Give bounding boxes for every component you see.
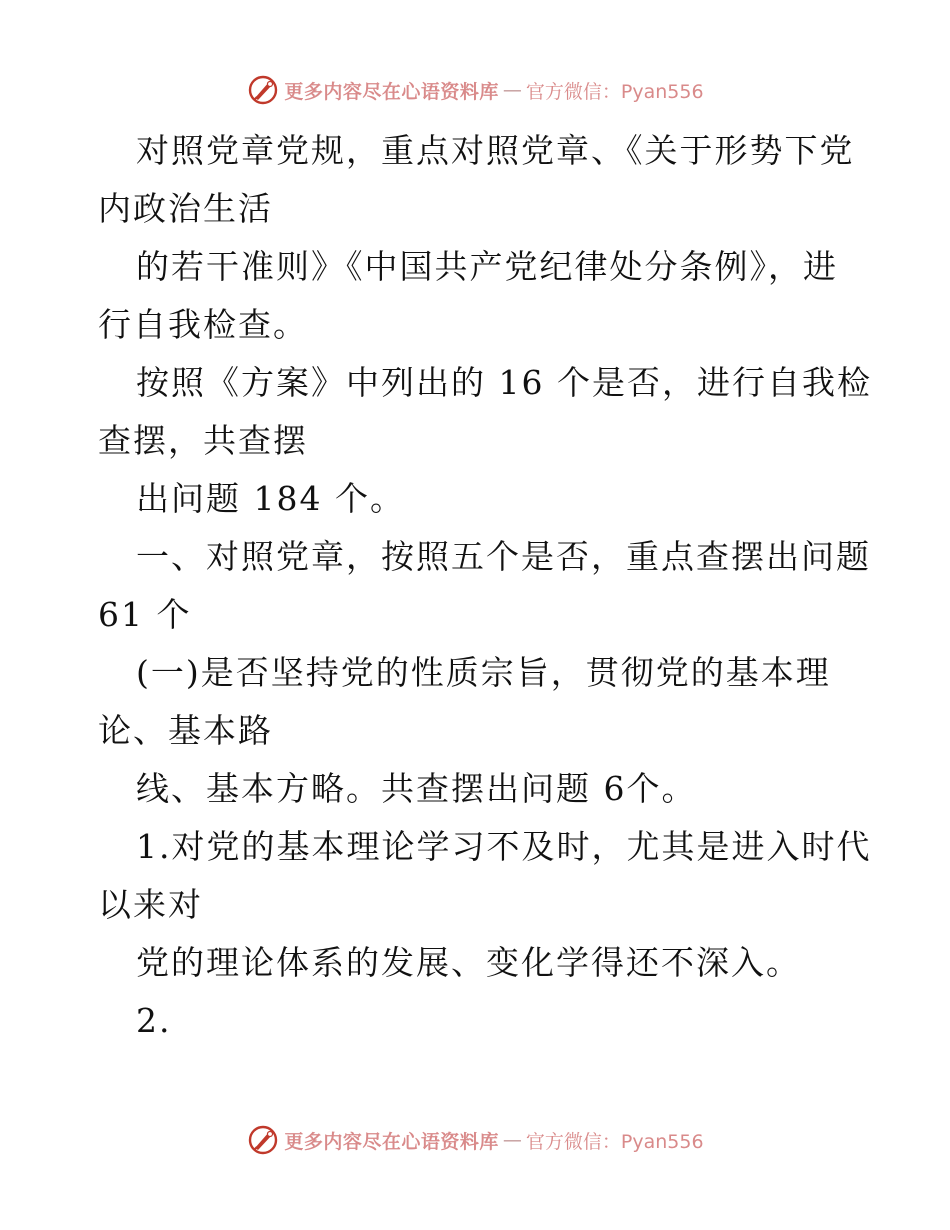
text-line: 行自我检查。	[98, 305, 308, 344]
text-line: 的若干准则》《中国共产党纪律处分条例》，进	[136, 247, 838, 286]
header-watermark	[0, 72, 950, 108]
text-line: 对照党章党规，重点对照党章、《关于形势下党	[136, 131, 855, 170]
watermark-dash: —	[502, 79, 522, 101]
watermark-contact: 官方微信：Pyan556	[525, 80, 704, 103]
text-line: 内政治生活	[98, 189, 273, 228]
text-line: 按照《方案》中列出的 16 个是否，进行自我检	[136, 363, 872, 402]
watermark-site-name: 更多内容尽在心语资料库	[284, 80, 499, 103]
text-line: 以来对	[98, 885, 203, 924]
quill-logo-icon	[246, 73, 280, 107]
text-line: 一、对照党章，按照五个是否，重点查摆出问题	[136, 537, 871, 576]
quill-logo-icon	[246, 1123, 280, 1157]
text-line: 查摆，共查摆	[98, 421, 308, 460]
text-line: 1.对党的基本理论学习不及时，尤其是进入时代	[136, 827, 872, 866]
text-line: 61 个	[98, 595, 192, 634]
watermark-dash: —	[502, 1129, 522, 1151]
text-line: 出问题 184 个。	[136, 479, 405, 518]
text-line: 线、基本方略。共查摆出问题 6个。	[136, 769, 697, 808]
watermark-site-name: 更多内容尽在心语资料库	[284, 1130, 499, 1153]
text-line: (一)是否坚持党的性质宗旨，贯彻党的基本理	[136, 653, 831, 692]
document-body	[98, 122, 872, 1050]
text-line: 2.	[136, 1001, 172, 1040]
footer-watermark	[0, 1122, 950, 1158]
text-line: 党的理论体系的发展、变化学得还不深入。	[136, 943, 801, 982]
watermark-contact: 官方微信：Pyan556	[525, 1130, 704, 1153]
text-line: 论、基本路	[98, 711, 273, 750]
